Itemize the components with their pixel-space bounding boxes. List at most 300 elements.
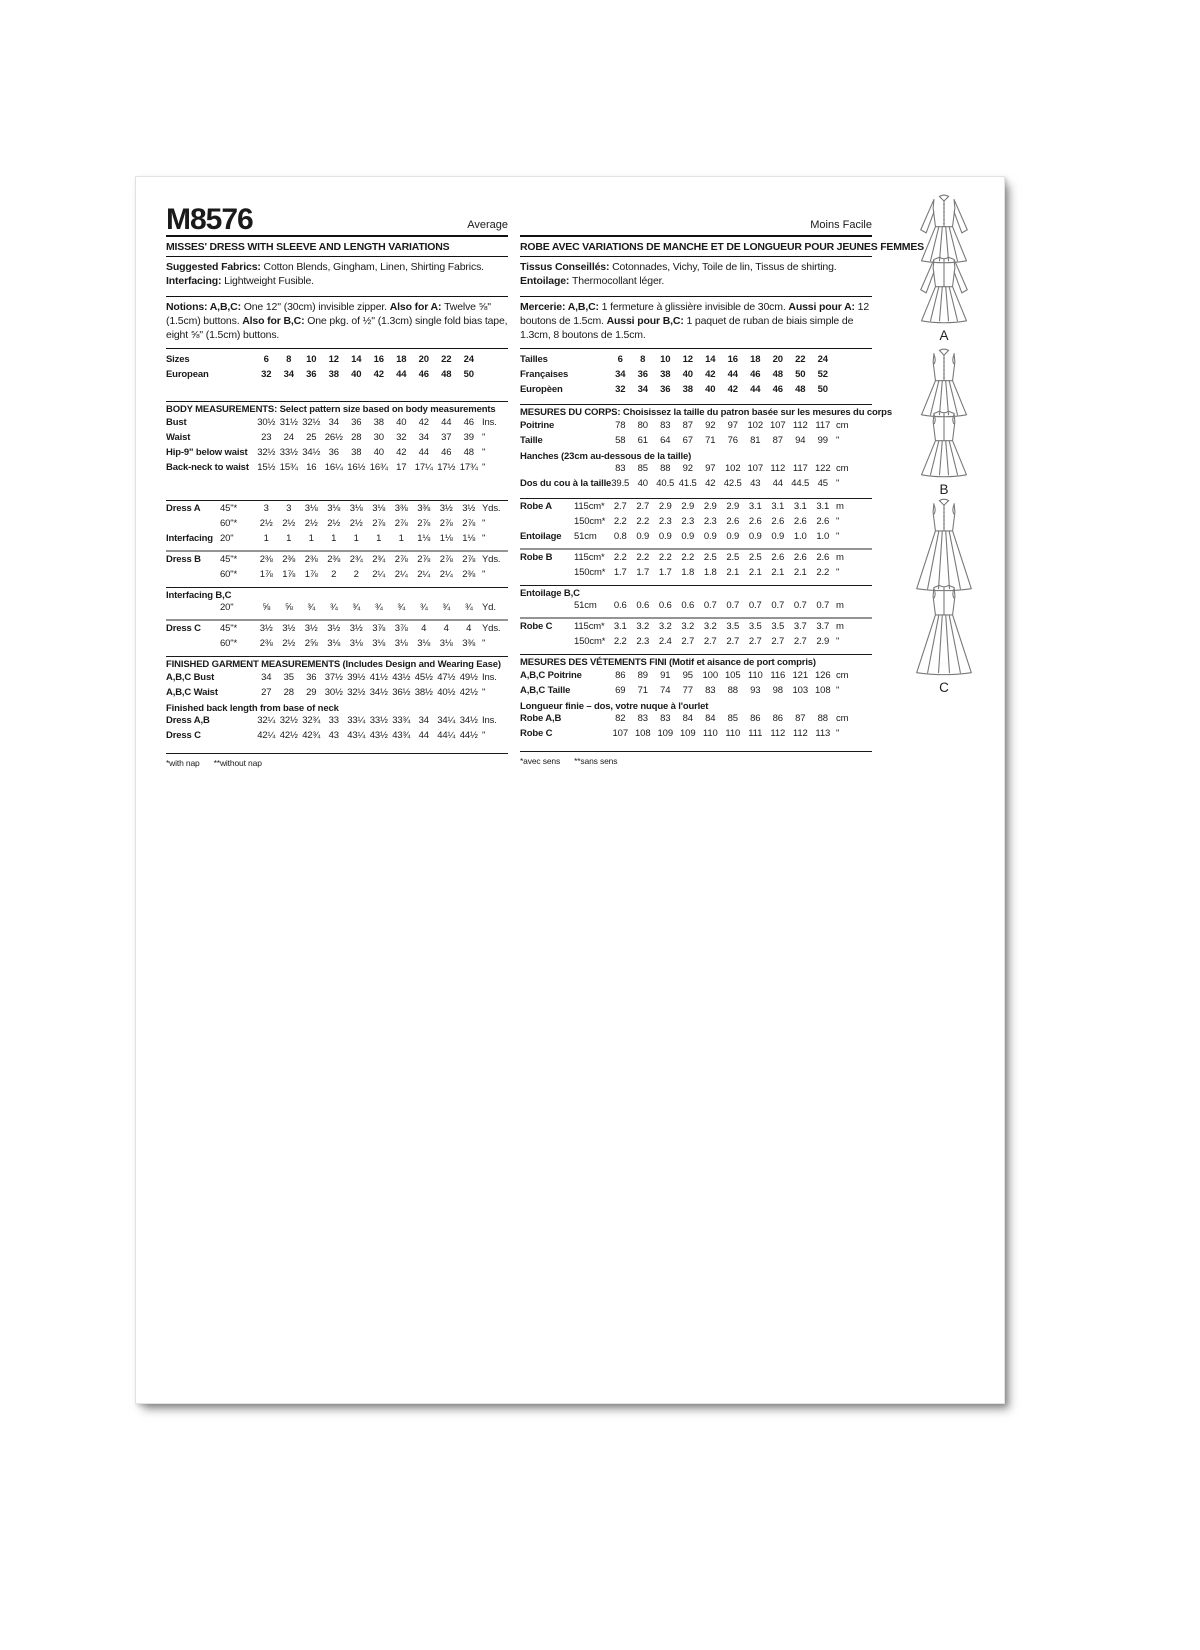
table-cell: 2⅞ bbox=[439, 553, 453, 565]
table-row bbox=[520, 463, 872, 478]
table-cell: 122 bbox=[815, 462, 831, 474]
table-cell: 24 bbox=[817, 353, 828, 365]
table-cell: 1⅛ bbox=[417, 532, 431, 544]
row-label: Dress A,B bbox=[166, 714, 210, 726]
table-cell: 89 bbox=[637, 669, 648, 681]
pattern-number: M8576 bbox=[166, 203, 253, 236]
table-cell: 2.4 bbox=[658, 635, 672, 647]
table-row bbox=[166, 715, 508, 730]
table-cell: 44½ bbox=[459, 729, 478, 741]
table-cell: 36 bbox=[660, 383, 671, 395]
row-label: Dress C bbox=[166, 622, 201, 634]
table-cell: 16¼ bbox=[324, 461, 343, 473]
table-cell: 0.7 bbox=[726, 599, 740, 611]
table-cell: ¾ bbox=[374, 601, 383, 613]
table-cell: 2.6 bbox=[726, 515, 740, 527]
text-segment: One pkg. of ½'' (1.3cm) single fold bias tape, eight ⅝" (1.5cm) buttons. bbox=[166, 314, 508, 341]
table-cell: 38 bbox=[351, 446, 362, 458]
table-cell: 2.9 bbox=[703, 500, 717, 512]
table-cell: 49½ bbox=[459, 671, 478, 683]
table-cell: 3⅛ bbox=[417, 637, 431, 649]
table-cell: 34 bbox=[615, 368, 626, 380]
table-cell: 36 bbox=[637, 368, 648, 380]
table-cell: 39½ bbox=[347, 671, 366, 683]
table-cell: 2.7 bbox=[636, 500, 650, 512]
view-c-label: C bbox=[939, 680, 949, 695]
table-cell: 40 bbox=[682, 368, 693, 380]
row-label: A,B,C Poitrine bbox=[520, 669, 582, 681]
row-unit: " bbox=[482, 461, 486, 473]
row-unit: m bbox=[836, 551, 844, 563]
table-cell: 103 bbox=[792, 684, 808, 696]
table-cell: 32 bbox=[396, 431, 407, 443]
row-label: A,B,C Bust bbox=[166, 671, 215, 683]
table-cell: 0.9 bbox=[703, 530, 717, 542]
table-cell: 20 bbox=[772, 353, 783, 365]
table-cell: ¾ bbox=[352, 601, 361, 613]
row-sublabel: 60"* bbox=[220, 637, 238, 649]
table-cell: 43¼ bbox=[347, 729, 366, 741]
english-header-row bbox=[166, 189, 508, 237]
row-label: Entoilage bbox=[520, 530, 562, 542]
table-cell: 36½ bbox=[392, 686, 411, 698]
table-cell: 31½ bbox=[279, 416, 298, 428]
table-cell: 109 bbox=[657, 727, 673, 739]
table-cell: 43½ bbox=[392, 671, 411, 683]
spacer bbox=[166, 384, 508, 398]
table-cell: 88 bbox=[817, 712, 828, 724]
row-label: Robe A bbox=[520, 500, 552, 512]
table-cell: 126 bbox=[815, 669, 831, 681]
table-cell: 3.5 bbox=[748, 620, 762, 632]
row-sublabel: 115cm* bbox=[574, 500, 605, 512]
table-cell: 84 bbox=[705, 712, 716, 724]
table-cell: 0.6 bbox=[613, 599, 627, 611]
table-cell: 2.7 bbox=[726, 635, 740, 647]
table-cell: 2.1 bbox=[748, 566, 762, 578]
footnote-text: *with nap bbox=[166, 757, 200, 768]
view-b-illustration bbox=[888, 345, 1000, 497]
table-cell: 0.7 bbox=[748, 599, 762, 611]
row-label: Sizes bbox=[166, 353, 190, 365]
text-segment: Mercerie: A,B,C: bbox=[520, 301, 602, 313]
table-section-header: MESURES DES VÉTEMENTS FINI (Motif et aisance de port compris) bbox=[520, 654, 872, 670]
table-cell: 3.2 bbox=[636, 620, 650, 632]
table-cell: 34¼ bbox=[437, 714, 456, 726]
table-cell: 67 bbox=[682, 434, 693, 446]
table-cell: 2 bbox=[353, 568, 359, 580]
row-label: Dress C bbox=[166, 729, 201, 741]
table-cell: 38 bbox=[682, 383, 693, 395]
table-cell: ⅝ bbox=[262, 601, 271, 613]
table-cell: 6 bbox=[263, 353, 269, 365]
table-cell: 88 bbox=[727, 684, 738, 696]
table-row bbox=[520, 498, 872, 516]
row-unit: Yd. bbox=[482, 601, 496, 613]
table-cell: 40 bbox=[705, 383, 716, 395]
table-cell: 50 bbox=[463, 368, 474, 380]
table-cell: 3.1 bbox=[771, 500, 785, 512]
table-cell: 4 bbox=[421, 622, 427, 634]
table-cell: 40 bbox=[637, 477, 648, 489]
view-a-label: A bbox=[939, 328, 949, 343]
garment-title: MISSES' DRESS WITH SLEEVE AND LENGTH VARIATIONS bbox=[166, 237, 508, 257]
table-row bbox=[166, 672, 508, 687]
table-cell: 0.9 bbox=[636, 530, 650, 542]
table-cell: 16 bbox=[727, 353, 738, 365]
table-cell: 38 bbox=[660, 368, 671, 380]
table-cell: 47½ bbox=[437, 671, 456, 683]
table-cell: 10 bbox=[306, 353, 317, 365]
table-cell: 3½ bbox=[259, 622, 273, 634]
row-label: A,B,C Waist bbox=[166, 686, 218, 698]
table-cell: 2⅞ bbox=[462, 553, 476, 565]
table-cell: 85 bbox=[727, 712, 738, 724]
difficulty-label: Average bbox=[467, 219, 508, 231]
row-unit: " bbox=[836, 727, 840, 739]
row-label: Hip-9" below waist bbox=[166, 446, 248, 458]
table-row bbox=[166, 569, 508, 584]
table-cell: 1 bbox=[353, 532, 359, 544]
table-cell: 2¾ bbox=[372, 553, 386, 565]
table-cell: 46 bbox=[750, 368, 761, 380]
table-cell: 107 bbox=[747, 462, 763, 474]
row-unit: Yds. bbox=[482, 502, 501, 514]
table-cell: 108 bbox=[815, 684, 831, 696]
table-cell: ¾ bbox=[419, 601, 428, 613]
table-cell: 0.9 bbox=[748, 530, 762, 542]
table-cell: 28 bbox=[351, 431, 362, 443]
table-cell: 93 bbox=[750, 684, 761, 696]
table-row bbox=[166, 602, 508, 617]
table-cell: 32 bbox=[261, 368, 272, 380]
table-cell: 3⅛ bbox=[394, 637, 408, 649]
row-unit: " bbox=[836, 635, 840, 647]
text-segment: Also for A: bbox=[389, 301, 445, 313]
table-cell: 2¾ bbox=[349, 553, 363, 565]
table-cell: 92 bbox=[705, 419, 716, 431]
table-cell: 27 bbox=[261, 686, 272, 698]
table-cell: 3⅜ bbox=[394, 502, 408, 514]
table-cell: 32 bbox=[615, 383, 626, 395]
table-row bbox=[166, 462, 508, 477]
table-cell: 83 bbox=[705, 684, 716, 696]
table-cell: 12 bbox=[328, 353, 339, 365]
row-unit: Ins. bbox=[482, 714, 497, 726]
table-cell: 2.2 bbox=[636, 551, 650, 563]
table-cell: ¾ bbox=[442, 601, 451, 613]
spacer bbox=[520, 493, 872, 495]
row-sublabel: 20" bbox=[220, 532, 234, 544]
table-cell: 102 bbox=[747, 419, 763, 431]
table-cell: 43¾ bbox=[392, 729, 411, 741]
table-cell: 78 bbox=[615, 419, 626, 431]
table-cell: 3⅛ bbox=[304, 502, 318, 514]
table-row bbox=[166, 619, 508, 638]
row-sublabel: 45"* bbox=[220, 553, 238, 565]
row-label: Dos du cou à la taille bbox=[520, 477, 612, 489]
table-cell: 23 bbox=[261, 431, 272, 443]
table-row bbox=[520, 420, 872, 435]
row-sublabel: 45"* bbox=[220, 622, 238, 634]
table-cell: 32¾ bbox=[302, 714, 321, 726]
row-label: Poitrine bbox=[520, 419, 555, 431]
table-cell: 30½ bbox=[257, 416, 276, 428]
table-cell: 30½ bbox=[324, 686, 343, 698]
row-sublabel: 20" bbox=[220, 601, 234, 613]
table-cell: 44 bbox=[750, 383, 761, 395]
row-sublabel: 60"* bbox=[220, 517, 238, 529]
table-cell: 3⅜ bbox=[462, 637, 476, 649]
table-row bbox=[166, 550, 508, 569]
table-cell: 112 bbox=[770, 462, 786, 474]
table-cell: 74 bbox=[660, 684, 671, 696]
row-unit: cm bbox=[836, 669, 849, 681]
row-label: Robe C bbox=[520, 727, 553, 739]
suggested-fabrics-paragraph bbox=[166, 257, 508, 297]
table-cell: 1.7 bbox=[658, 566, 672, 578]
table-cell: 17¼ bbox=[414, 461, 433, 473]
table-cell: 86 bbox=[615, 669, 626, 681]
table-section-header: BODY MEASUREMENTS: Select pattern size based on body measurements bbox=[166, 401, 508, 417]
table-cell: 2¼ bbox=[439, 568, 453, 580]
table-cell: 33¼ bbox=[347, 714, 366, 726]
table-cell: 52 bbox=[817, 368, 828, 380]
table-cell: 2½ bbox=[259, 517, 273, 529]
table-cell: 34 bbox=[261, 671, 272, 683]
table-cell: 71 bbox=[705, 434, 716, 446]
table-cell: 88 bbox=[660, 462, 671, 474]
table-cell: 30 bbox=[373, 431, 384, 443]
table-cell: 3⅛ bbox=[372, 502, 386, 514]
table-cell: 1.8 bbox=[703, 566, 717, 578]
row-sublabel: 51cm bbox=[574, 599, 597, 611]
table-cell: 71 bbox=[637, 684, 648, 696]
table-cell: 50 bbox=[817, 383, 828, 395]
table-cell: 64 bbox=[660, 434, 671, 446]
table-cell: 2.7 bbox=[771, 635, 785, 647]
table-cell: 86 bbox=[772, 712, 783, 724]
table-cell: 2.7 bbox=[703, 635, 717, 647]
table-cell: 97 bbox=[705, 462, 716, 474]
table-row bbox=[166, 518, 508, 533]
row-unit: " bbox=[482, 686, 486, 698]
table-cell: 3.1 bbox=[793, 500, 807, 512]
table-row bbox=[166, 687, 508, 702]
row-unit: " bbox=[482, 568, 486, 580]
table-cell: ¾ bbox=[307, 601, 316, 613]
footnote-text: **sans sens bbox=[574, 755, 618, 766]
table-cell: 1 bbox=[308, 532, 314, 544]
table-cell: 105 bbox=[725, 669, 741, 681]
table-cell: 83 bbox=[660, 419, 671, 431]
table-cell: 32½ bbox=[279, 714, 298, 726]
table-cell: 83 bbox=[637, 712, 648, 724]
text-segment: Twelve ⅝'' (1.5cm) buttons. bbox=[166, 301, 491, 327]
table-cell: 32¼ bbox=[257, 714, 276, 726]
table-cell: 44 bbox=[772, 477, 783, 489]
text-segment: Interfacing: bbox=[166, 274, 225, 287]
table-cell: 110 bbox=[725, 727, 741, 739]
table-cell: 43½ bbox=[369, 729, 388, 741]
table-cell: 87 bbox=[772, 434, 783, 446]
table-cell: 36 bbox=[306, 671, 317, 683]
table-cell: 84 bbox=[682, 712, 693, 724]
table-cell: 2.7 bbox=[681, 635, 695, 647]
row-label: European bbox=[166, 368, 209, 380]
table-cell: 3⅛ bbox=[327, 637, 341, 649]
row-sublabel: 60"* bbox=[220, 568, 238, 580]
table-cell: 41½ bbox=[369, 671, 388, 683]
table-subheader: Longueur finie – dos, votre nuque à l'ourlet bbox=[520, 700, 709, 712]
table-cell: 42 bbox=[705, 368, 716, 380]
dress-sketch bbox=[905, 579, 983, 679]
table-cell: 12 bbox=[682, 353, 693, 365]
table-cell: 2⅞ bbox=[439, 517, 453, 529]
table-cell: 42 bbox=[727, 383, 738, 395]
table-cell: 2½ bbox=[282, 637, 296, 649]
row-sublabel: 150cm* bbox=[574, 635, 606, 647]
table-cell: 2⅜ bbox=[327, 553, 341, 565]
table-cell: 40 bbox=[373, 446, 384, 458]
table-cell: 69 bbox=[615, 684, 626, 696]
table-cell: 98 bbox=[772, 684, 783, 696]
table-cell: 26½ bbox=[324, 431, 343, 443]
row-unit: " bbox=[836, 477, 840, 489]
table-cell: 99 bbox=[817, 434, 828, 446]
table-cell: 2.7 bbox=[748, 635, 762, 647]
french-column bbox=[520, 189, 924, 766]
table-cell: 44 bbox=[441, 416, 452, 428]
table-row bbox=[166, 417, 508, 432]
dress-sketch bbox=[905, 251, 983, 327]
garment-title-fr: ROBE AVEC VARIATIONS DE MANCHE ET DE LONGUEUR POUR JEUNES FEMMES bbox=[520, 237, 872, 257]
table-cell: 16½ bbox=[347, 461, 366, 473]
table-cell: 2⅞ bbox=[394, 553, 408, 565]
table-row bbox=[520, 636, 872, 651]
pattern-envelope-back bbox=[135, 176, 1005, 1404]
table-cell: 3.1 bbox=[816, 500, 830, 512]
table-cell: 2.2 bbox=[636, 515, 650, 527]
table-cell: 80 bbox=[637, 419, 648, 431]
table-cell: 3⅛ bbox=[349, 502, 363, 514]
table-cell: 2⅜ bbox=[282, 553, 296, 565]
row-unit: Yds. bbox=[482, 553, 501, 565]
table-cell: 2.6 bbox=[771, 551, 785, 563]
table-row bbox=[520, 478, 872, 493]
table-cell: 44 bbox=[418, 446, 429, 458]
table-cell: ⅝ bbox=[284, 601, 293, 613]
table-row bbox=[520, 384, 872, 399]
table-cell: 3.7 bbox=[793, 620, 807, 632]
table-cell: 18 bbox=[750, 353, 761, 365]
table-cell: 40.5 bbox=[656, 477, 675, 489]
table-cell: 2¼ bbox=[394, 568, 408, 580]
table-cell: 45½ bbox=[414, 671, 433, 683]
row-unit: " bbox=[482, 517, 486, 529]
table-cell: 100 bbox=[702, 669, 718, 681]
table-cell: 109 bbox=[680, 727, 696, 739]
table-cell: 3.2 bbox=[681, 620, 695, 632]
table-cell: 2⅝ bbox=[304, 637, 318, 649]
table-row bbox=[166, 638, 508, 653]
row-unit: m bbox=[836, 500, 844, 512]
table-cell: 6 bbox=[617, 353, 623, 365]
table-cell: 10 bbox=[660, 353, 671, 365]
row-unit: " bbox=[836, 684, 840, 696]
table-cell: 0.9 bbox=[726, 530, 740, 542]
row-sublabel: 150cm* bbox=[574, 566, 606, 578]
row-unit: Ins. bbox=[482, 416, 497, 428]
table-cell: 2.1 bbox=[771, 566, 785, 578]
row-unit: Yds. bbox=[482, 622, 501, 634]
table-cell: 0.9 bbox=[681, 530, 695, 542]
table-cell: 2.9 bbox=[726, 500, 740, 512]
table-cell: 116 bbox=[770, 669, 786, 681]
table-cell: 1⅞ bbox=[282, 568, 296, 580]
table-cell: 87 bbox=[682, 419, 693, 431]
table-cell: 1 bbox=[376, 532, 382, 544]
table-cell: 1⅛ bbox=[462, 532, 476, 544]
table-cell: 42 bbox=[396, 446, 407, 458]
table-cell: 46 bbox=[772, 383, 783, 395]
table-cell: 32½ bbox=[302, 416, 321, 428]
french-measurement-table bbox=[520, 353, 892, 766]
table-cell: 2⅜ bbox=[462, 568, 476, 580]
table-cell: 2.3 bbox=[681, 515, 695, 527]
row-unit: " bbox=[836, 566, 840, 578]
difficulty-label-fr: Moins Facile bbox=[810, 219, 872, 231]
table-row bbox=[520, 516, 872, 531]
row-label: Dress B bbox=[166, 553, 201, 565]
text-segment: Tissus Conseillés: bbox=[520, 261, 613, 273]
table-cell: 2½ bbox=[304, 517, 318, 529]
table-cell: 2.6 bbox=[793, 551, 807, 563]
table-cell: 3 bbox=[286, 502, 292, 514]
table-cell: 82 bbox=[615, 712, 626, 724]
table-cell: 86 bbox=[750, 712, 761, 724]
table-cell: 3⅛ bbox=[349, 637, 363, 649]
text-segment: 1 paquet de ruban de biais simple de 1.3cm, 8 boutons de 1.5cm. bbox=[520, 314, 854, 341]
row-unit: m bbox=[836, 599, 844, 611]
table-cell: 0.8 bbox=[613, 530, 627, 542]
table-section-header: MESURES DU CORPS: Choisissez la taille du patron basée sur les mesures du corps bbox=[520, 404, 872, 420]
table-cell: 3⅞ bbox=[394, 622, 408, 634]
table-cell: 3 bbox=[263, 502, 269, 514]
row-sublabel: 115cm* bbox=[574, 551, 605, 563]
row-unit: " bbox=[482, 729, 486, 741]
footnote-text: *avec sens bbox=[520, 755, 561, 766]
table-subheader: Hanches (23cm au-dessous de la taille) bbox=[520, 450, 692, 462]
row-label: Bust bbox=[166, 416, 187, 428]
text-segment: Entoilage: bbox=[520, 274, 573, 287]
table-cell: 112 bbox=[792, 419, 808, 431]
row-label: Robe B bbox=[520, 551, 553, 563]
table-cell: 8 bbox=[640, 353, 646, 365]
row-sublabel: 115cm* bbox=[574, 620, 605, 632]
table-cell: 102 bbox=[725, 462, 741, 474]
table-cell: 34 bbox=[418, 431, 429, 443]
table-cell: 32½ bbox=[347, 686, 366, 698]
table-cell: 2.2 bbox=[681, 551, 695, 563]
table-cell: 2⅞ bbox=[372, 517, 386, 529]
row-unit: " bbox=[482, 532, 486, 544]
table-cell: 3⅞ bbox=[372, 622, 386, 634]
table-row bbox=[520, 670, 872, 685]
table-cell: 2⅜ bbox=[304, 553, 318, 565]
table-cell: 3½ bbox=[304, 622, 318, 634]
table-cell: 42 bbox=[418, 416, 429, 428]
